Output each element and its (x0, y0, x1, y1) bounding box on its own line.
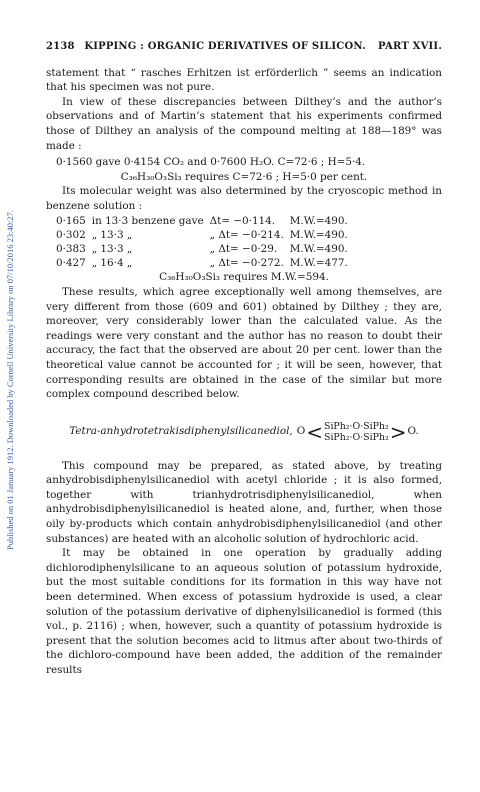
analysis-line: 0·1560 gave 0·4154 CO₂ and 0·7600 H₂O. C=72·6 ; H=5·4. (56, 156, 366, 169)
page-number: 2138 (46, 41, 75, 52)
right-bracket-glyph: > (389, 419, 407, 444)
compound-heading (46, 421, 442, 443)
solvent-cell: „ 13·3 „ (91, 242, 133, 255)
solvent-cell: „ 13·3 „ (91, 228, 133, 241)
ring-formula (297, 421, 419, 443)
ring-top-chain: SiPh₂·O·SiPh₂ (324, 420, 389, 432)
mass-cell: 0·383 (56, 242, 86, 255)
solvent-cell: „ 16·4 „ (91, 257, 133, 270)
paragraph-5: This compound may be prepared, as stated above, by treating anhydrobisdiphenylsilicanediol with acetyl chloride ; it is also formed, together with trianhydrotrisdiphenylsilicanediol, when anhydrobisdiphenylsilicanediol is heated alone, and, further, when those oily by-products which contain anhydrobisdiphenylsilicanediol (and other substances) are heated with an alcoholic solution of hydrochloric acid. (46, 459, 442, 545)
running-head-left (46, 40, 372, 55)
table-row (56, 214, 354, 228)
compound-name: Tetra-anhydrotetrakisdiphenylsilicanediol, (69, 425, 293, 438)
ring-bottom-chain: SiPh₂·O·SiPh₂ (324, 431, 389, 443)
paragraph-3: Its molecular weight was also determined by the cryoscopic method in benzene solution : (46, 185, 442, 212)
mw-cell: M.W.=490. (289, 242, 348, 255)
mw-cell: M.W.=490. (289, 228, 348, 241)
table-row (56, 256, 354, 270)
ring-chains (324, 421, 389, 443)
journal-page (46, 40, 442, 678)
running-head (46, 40, 442, 55)
paragraph-4: These results, which agree exceptionally well among themselves, are very different from those (609 and 601) obtained by Dilthey ; they are, moreover, very considerably lower than the calculated value. As the readings were very constant and the author has no reason to doubt their accuracy, the fact that the observed are about 20 per cent. lower than the theoretical value cannot be accounted for ; it will be seen, however, that corresponding results are obtained in the case of the similar but more complex compound described below. (46, 285, 442, 401)
publication-side-note (4, 60, 16, 700)
delta-t-cell: „ Δt= −0·29. (209, 242, 278, 255)
requires-molecular-weight: C₃₆H₃₀O₃Si₃ requires M.W.=594. (159, 271, 329, 284)
paragraph-2: In view of these discrepancies between Dilthey’s and the author’s observations and of Martin’s statement that his experiments confirmed those of Dilthey an analysis of the compound melting at 188—189° was made : (46, 95, 442, 152)
table-row (56, 228, 354, 242)
mass-cell: 0·427 (56, 257, 86, 270)
mass-cell: 0·165 (56, 214, 86, 227)
left-bracket-glyph: < (306, 419, 324, 444)
delta-t-cell: Δt= −0·114. (209, 214, 276, 227)
side-note-text: Published on 01 January 1912. Downloaded by Cornell University Library on 07/10/2016 23:40:27. (5, 210, 15, 550)
solvent-cell: in 13·3 benzene gave (91, 214, 204, 227)
requires-composition: C₃₆H₃₀O₃Si₃ requires C=72·6 ; H=5·0 per cent. (120, 170, 368, 183)
table-row (56, 242, 354, 256)
ring-left-oxygen: O (296, 425, 306, 438)
paragraph-1: statement that “ rasches Erhitzen ist erförderlich ” seems an indication that his specimen was not pure. (46, 66, 442, 94)
mw-cell: M.W.=477. (289, 257, 348, 270)
mw-cell: M.W.=490. (289, 214, 348, 227)
paragraph-6: It may be obtained in one operation by gradually adding dichlorodiphenylsilicane to an aqueous solution of potassium hydroxide, but the most suitable conditions for its formation in this way have not been determined. When excess of potassium hydroxide is used, a clear solution of the potassium derivative of diphenylsilicanediol is formed (this vol., p. 2116) ; when, however, such a quantity of potassium hydroxide is present that the solution becomes acid to litmus after about two-thirds of the dichloro-compound have been added, the addition of the remainder results (46, 547, 442, 676)
delta-t-cell: „ Δt= −0·214. (209, 228, 284, 241)
mass-cell: 0·302 (56, 228, 86, 241)
delta-t-cell: „ Δt= −0·272. (209, 257, 284, 270)
journal-title: KIPPING : ORGANIC DERIVATIVES OF SILICON. (84, 41, 366, 52)
ring-right-oxygen: O. (407, 425, 419, 438)
part-label: PART XVII. (378, 41, 442, 52)
molecular-weight-table (56, 214, 354, 271)
